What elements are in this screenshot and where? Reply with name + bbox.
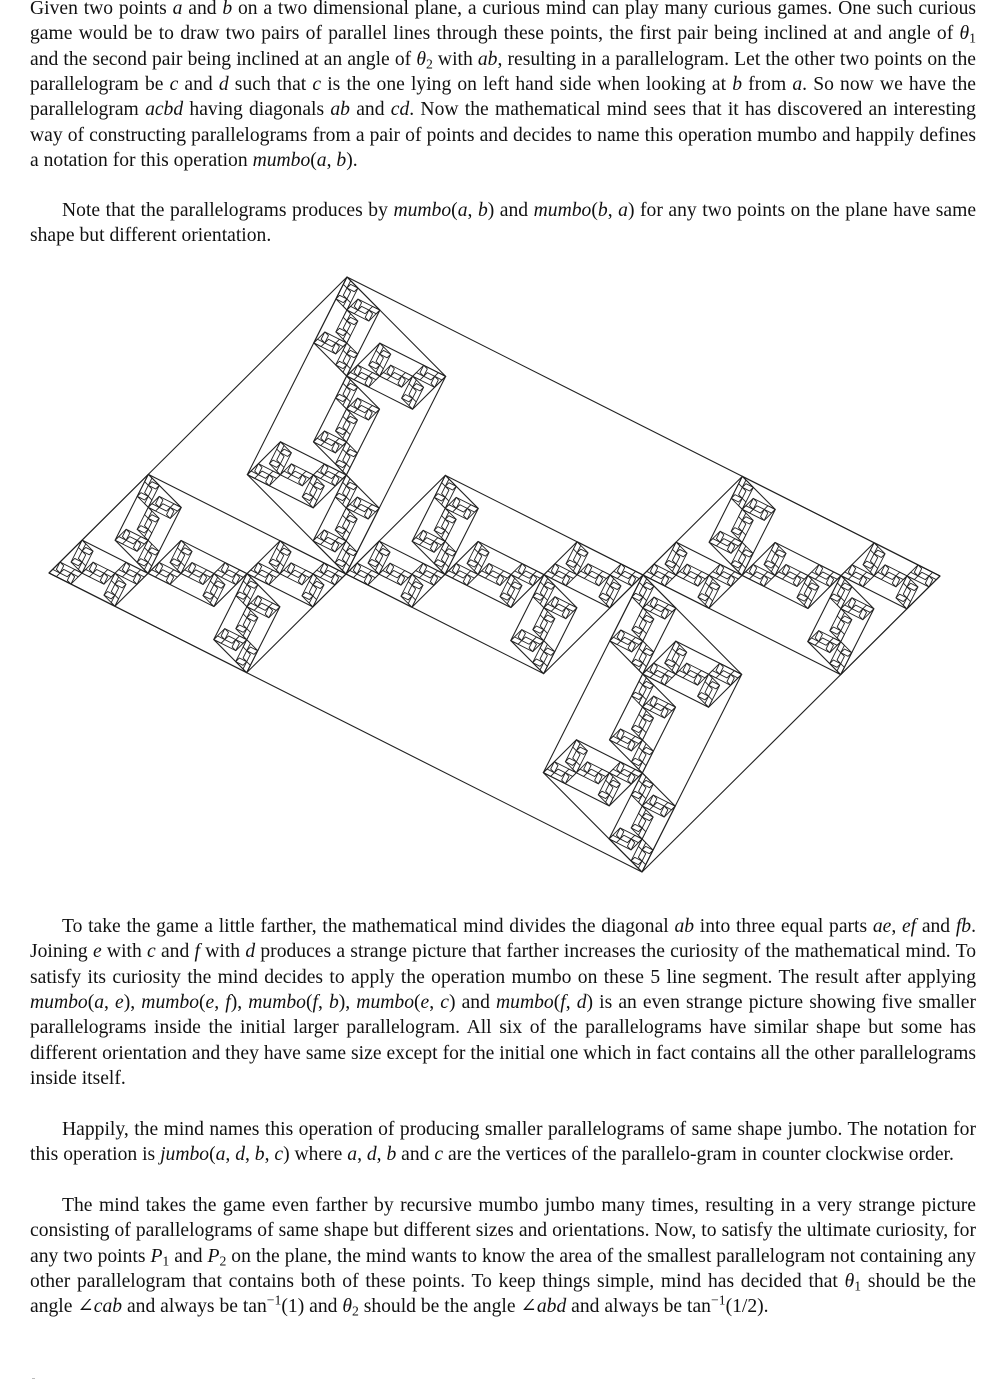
math-symbol: b [477, 200, 488, 221]
math-symbol: f [194, 941, 200, 963]
math-symbol: d [235, 1144, 245, 1166]
math-symbol: a [457, 200, 468, 221]
math-subscript: 1 [854, 1278, 862, 1294]
parallelogram-level-4 [343, 497, 350, 508]
math-symbol: b [254, 1144, 265, 1166]
parallelogram-level-3 [631, 707, 653, 740]
math-symbol: d [576, 992, 587, 1014]
math-symbol: c [440, 992, 449, 1014]
parallelogram-level-4 [442, 497, 449, 508]
parallelogram-level-4 [638, 839, 645, 850]
math-symbol: f [225, 992, 231, 1014]
parallelogram-level-3 [775, 564, 808, 586]
parallelogram-level-4 [369, 372, 380, 379]
parallelogram-level-4 [540, 641, 547, 652]
math-symbol: e [115, 992, 124, 1014]
parallelogram-level-3 [676, 663, 709, 685]
math-symbol: mumbo [393, 200, 452, 221]
parallelogram-level-4 [907, 572, 918, 579]
parallelogram-level-3 [478, 563, 511, 585]
math-symbol: c [169, 74, 179, 96]
parallelogram-level-3 [576, 762, 609, 784]
parallelogram-level-4 [837, 598, 844, 609]
math-symbol: f [312, 992, 318, 1014]
math-symbol: a [792, 74, 803, 96]
math-superscript: −1 [266, 1292, 282, 1308]
parallelogram-level-4 [665, 670, 676, 677]
parallelogram-level-3 [137, 507, 159, 540]
parallelogram-level-3 [631, 806, 653, 839]
parallelogram-level-3 [82, 562, 115, 584]
parallelogram-level-4 [247, 570, 258, 577]
math-symbol: c [434, 1144, 444, 1166]
parallelogram-level-4 [565, 769, 576, 776]
math-symbol: P [207, 1245, 220, 1267]
parallelogram-level-4 [343, 398, 350, 409]
parallelogram-level-4 [269, 471, 280, 478]
paragraph-orientation-note: Note that the parallelograms produces by mumbo(a, b) and mumbo(b, a) for any two points on the plane have same shape but different orientation. [30, 200, 977, 247]
math-symbol: c [274, 1144, 284, 1166]
parallelogram-level-2 [643, 542, 742, 608]
parallelogram-level-3 [676, 564, 709, 586]
parallelogram-level-4 [343, 475, 350, 486]
parallelogram-level-4 [71, 569, 82, 576]
math-symbol: b [328, 992, 339, 1014]
math-superscript: −1 [710, 1292, 726, 1308]
parallelogram-level-4 [343, 299, 350, 310]
parallelogram-level-4 [335, 570, 346, 577]
math-symbol: θ [416, 48, 426, 70]
math-symbol: d [218, 74, 229, 96]
math-symbol: e [420, 992, 430, 1014]
parallelogram-level-4 [343, 343, 350, 354]
parallelogram-level-4 [434, 571, 445, 578]
parallelogram-level-2 [347, 343, 446, 409]
parallelogram-level-2 [609, 674, 675, 773]
parallelogram-level-4 [313, 570, 324, 577]
parallelogram-level-3 [335, 409, 357, 442]
math-symbol: ef [901, 916, 917, 937]
parallelogram-level-4 [639, 773, 646, 784]
math-symbol: θ [342, 1296, 352, 1318]
parallelogram-level-4 [467, 571, 478, 578]
parallelogram-level-2 [313, 376, 379, 475]
parallelogram-level-4 [639, 795, 646, 806]
math-symbol: θ [959, 23, 970, 45]
math-subscript: 2 [219, 1253, 227, 1269]
parallelogram-level-3 [577, 564, 610, 586]
parallelogram-level-3 [181, 562, 214, 584]
math-symbol: mumbo [141, 992, 199, 1014]
math-symbol: d [366, 1144, 377, 1166]
parallelogram-level-2 [709, 476, 775, 575]
parallelogram-level-4 [764, 572, 775, 579]
parallelogram-level-2 [247, 442, 346, 508]
math-symbol: ab [477, 48, 498, 70]
parallelogram-level-4 [412, 571, 423, 578]
parallelogram-level-4 [639, 597, 646, 608]
math-symbol: b [732, 74, 742, 96]
parallelogram-level-4 [665, 571, 676, 578]
parallelogram-level-4 [441, 541, 448, 552]
parallelogram-level-2 [247, 541, 346, 607]
paragraph-jumbo-construction: To take the game a little farther, the mathematical mind divides the diagonal ab into three equal parts ae, ef and fb. Joining e with c and f with d produces a strange picture that farther increases the curiosity of the mathematical mind. To satisfy its curiosity the mind decides to apply the operation mumbo on these 5 line segment. The result after applying mumbo(a, e), mumbo(e, f), mumbo(f, b), mumbo(e, c) and mumbo(f, d) is an even strange picture showing five smaller parallelograms inside the initial larger parallelogram. All six of the parallelograms have similar shape but some has different orientation and they have same size except for the initial one which in fact contains all the other parallelograms inside itself. [30, 916, 977, 1090]
parallelogram-level-4 [540, 597, 547, 608]
math-symbol: b [336, 150, 347, 172]
math-symbol: acbd [145, 99, 184, 121]
parallelogram-level-2 [543, 740, 642, 806]
paragraph-jumbo-notation: Happily, the mind names this operation of producing smaller parallelograms of same shape jumbo. The notation for this operation is jumbo(a, d, b, c) where a, d, b and c are the vertices of the parallelo-gram in counter clockwise order. [30, 1119, 976, 1166]
parallelogram-level-2 [313, 475, 379, 574]
parallelogram-level-3 [632, 608, 654, 641]
math-symbol: a [347, 1144, 358, 1166]
parallelogram-level-2 [643, 641, 742, 707]
math-symbol: b [597, 200, 608, 221]
parallelogram-level-2 [610, 575, 676, 674]
parallelogram-level-3 [379, 563, 412, 585]
parallelogram-level-4 [313, 471, 324, 478]
math-symbol: abd [536, 1296, 567, 1318]
math-symbol: a [618, 200, 628, 221]
parallelogram-level-3 [874, 565, 907, 587]
math-symbol: mumbo [356, 992, 414, 1014]
math-symbol: a [316, 150, 327, 172]
math-symbol: mumbo [30, 992, 88, 1014]
parallelogram-level-3 [533, 608, 555, 641]
parallelogram-level-4 [145, 496, 152, 507]
math-symbol: a [172, 0, 183, 19]
math-symbol: c [147, 941, 156, 963]
parallelogram-level-2 [609, 773, 675, 872]
parallelogram-level-4 [639, 740, 646, 751]
math-symbol: ab [330, 99, 350, 121]
math-symbol: jumbo [160, 1144, 210, 1166]
math-symbol: ae [872, 916, 892, 937]
parallelogram-level-4 [342, 541, 349, 552]
paragraph-problem-statement: The mind takes the game even farther by recursive mumbo jumbo many times, resulting in a very strange picture consisting of parallelograms of same shape but different sizes and orientations. Now, to satisfy the ultimate curiosity, for any two points $P_1$ and $P_2$ on the plane, the mind wants to know the area of the smallest parallelogram not containing any other parallelogram that contains both of these points. To keep things simple, mind has decided that $\theta_1$ should be the angle ∠cab and always be $\tan^{-1}(1)$ and $\theta_2$ should be the angle ∠abd and always be $\tan^{-1}(1/2)$. [30, 1195, 977, 1319]
math-subscript: 1 [969, 30, 976, 46]
parallelogram-level-4 [343, 442, 350, 453]
parallelogram-level-4 [343, 365, 350, 376]
math-symbol: mumbo [533, 200, 592, 221]
parallelogram-level-4 [566, 571, 577, 578]
parallelogram-level-4 [609, 769, 620, 776]
math-symbol: a [215, 1144, 226, 1166]
math-symbol: c [312, 74, 322, 96]
parallelogram-level-4 [368, 570, 379, 577]
paragraph-intro: Given two points a and b on a two dimensional plane, a curious mind can play many curious games. One such curious game would be to draw two pairs of parallel lines through these points, the first pair being inclined at and angle of $\theta_1$ and the second pair being inclined at an angle of $\theta_2$ with ab, resulting in a parallelogram. Let the other two points on the parallelogram be c and d such that c is the one lying on left hand side when looking at b from a. So now we have the parallelogram acbd having diagonals ab and cd. Now the mathematical mind sees that it has discovered an interesting way of constructing parallelograms from a pair of points and decides to name this operation mumbo and happily defines a notation for this operation mumbo(a, b). [30, 0, 977, 172]
math-symbol: mumbo [248, 992, 306, 1014]
parallelogram-level-4 [243, 640, 250, 651]
parallelogram-level-4 [170, 570, 181, 577]
math-subscript: 2 [425, 56, 433, 72]
math-symbol: ab [674, 916, 695, 937]
parallelogram-level-4 [837, 642, 844, 653]
parallelogram-level-4 [709, 671, 720, 678]
parallelogram-level-3 [434, 508, 456, 541]
math-symbol: fb [955, 916, 972, 937]
math-symbol: e [92, 941, 102, 963]
math-symbol: b [386, 1144, 397, 1166]
parallelogram-level-4 [739, 498, 746, 509]
math-symbol: b [222, 0, 233, 19]
math-symbol: d [245, 941, 256, 963]
parallelogram-level-2 [445, 541, 544, 607]
mumbo-jumbo-figure [40, 268, 960, 883]
parallelogram-level-4 [610, 571, 621, 578]
parallelogram-level-4 [738, 542, 745, 553]
parallelogram-level-4 [214, 570, 225, 577]
parallelogram-level-4 [808, 572, 819, 579]
parallelogram-level-3 [830, 609, 852, 642]
parallelogram-level-2 [841, 543, 940, 609]
parallelogram-level-4 [413, 373, 424, 380]
math-symbol: f [560, 992, 566, 1014]
parallelogram-level-2 [115, 474, 181, 573]
parallelogram-level-2 [544, 542, 643, 608]
parallelogram-level-3 [280, 464, 313, 486]
parallelogram-level-4 [639, 696, 646, 707]
parallelogram-level-2 [346, 541, 445, 607]
parallelogram-level-2 [49, 540, 148, 606]
parallelogram-level-4 [643, 571, 654, 578]
parallelogram-level-4 [137, 570, 148, 577]
parallelogram-level-4 [269, 570, 280, 577]
page-mark [32, 1378, 35, 1379]
parallelogram-level-4 [144, 540, 151, 551]
parallelogram-level-4 [929, 572, 940, 579]
math-symbol: θ [844, 1271, 855, 1293]
parallelogram-level-4 [731, 572, 742, 579]
math-symbol: P [150, 1245, 163, 1267]
parallelogram-level-2 [412, 475, 478, 574]
math-symbol: a [94, 992, 105, 1014]
parallelogram-level-3 [731, 509, 753, 542]
parallelogram-level-2 [511, 575, 577, 674]
parallelogram-level-2 [742, 542, 841, 608]
parallelogram-level-2 [214, 574, 280, 673]
parallelogram-level-4 [115, 570, 126, 577]
math-subscript: 1 [162, 1253, 170, 1269]
parallelogram-level-4 [243, 596, 250, 607]
parallelogram-level-4 [49, 569, 60, 576]
parallelogram-level-3 [236, 607, 258, 640]
parallelogram-level-2 [148, 540, 247, 606]
math-symbol: mumbo [252, 150, 311, 172]
parallelogram-level-4 [639, 641, 646, 652]
math-symbol: mumbo [496, 992, 554, 1014]
math-symbol: e [205, 992, 215, 1014]
parallelogram-level-3 [335, 508, 357, 541]
parallelogram-level-4 [639, 663, 646, 674]
parallelogram-fractal [40, 268, 960, 883]
math-subscript: 2 [351, 1303, 359, 1319]
parallelogram-level-4 [863, 572, 874, 579]
parallelogram-level-4 [544, 571, 555, 578]
parallelogram-level-4 [841, 572, 852, 579]
math-symbol: cd [390, 99, 410, 121]
parallelogram-level-3 [336, 310, 358, 343]
parallelogram-level-2 [808, 576, 874, 675]
parallelogram-level-4 [511, 571, 522, 578]
parallelogram-level-2 [314, 277, 380, 376]
math-symbol: cab [93, 1296, 123, 1318]
parallelogram-level-3 [380, 365, 413, 387]
parallelogram-level-3 [280, 563, 313, 585]
parallelogram-level-4 [709, 572, 720, 579]
